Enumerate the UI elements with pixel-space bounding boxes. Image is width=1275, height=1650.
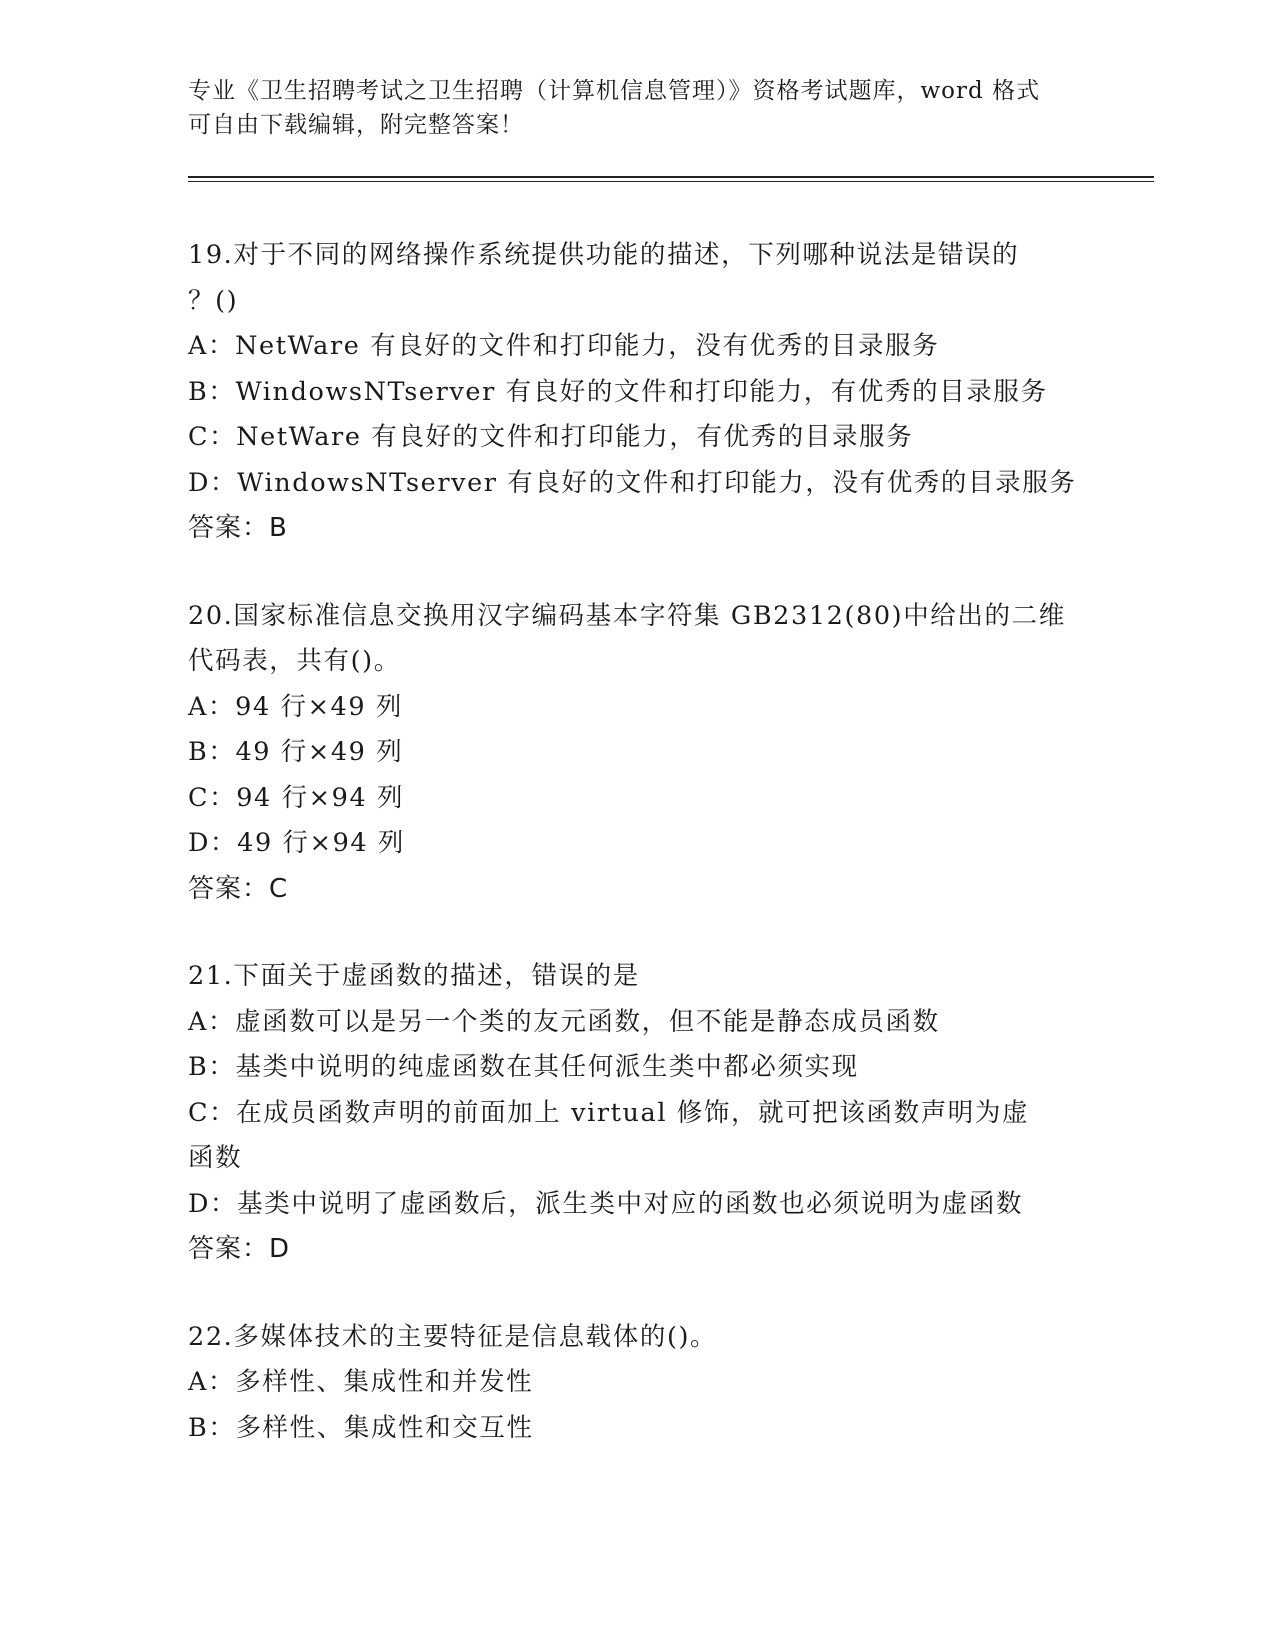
option-c-continued: 函数 bbox=[188, 1143, 243, 1173]
option-a: A：NetWare 有良好的文件和打印能力，没有优秀的目录服务 bbox=[188, 331, 940, 361]
question-20 bbox=[188, 594, 1088, 913]
answer-line: 答案：B bbox=[188, 513, 288, 543]
question-stem: 19.对于不同的网络操作系统提供功能的描述，下列哪种说法是错误的 bbox=[188, 240, 1020, 270]
option-d: D：基类中说明了虚函数后，派生类中对应的函数也必须说明为虚函数 bbox=[188, 1188, 1024, 1219]
question-21 bbox=[188, 954, 1088, 1273]
option-b: B：49 行×49 列 bbox=[188, 737, 404, 767]
option-b: B：WindowsNTserver 有良好的文件和打印能力，有优秀的目录服务 bbox=[188, 376, 1048, 407]
header-divider-thin bbox=[188, 181, 1154, 182]
document-header bbox=[188, 74, 1088, 142]
question-stem: ？() bbox=[188, 285, 239, 316]
question-stem: 22.多媒体技术的主要特征是信息载体的()。 bbox=[188, 1321, 718, 1352]
option-b: B：多样性、集成性和交互性 bbox=[188, 1412, 534, 1443]
question-19 bbox=[188, 233, 1088, 552]
option-d: D：WindowsNTserver 有良好的文件和打印能力，没有优秀的目录服务 bbox=[188, 467, 1077, 498]
answer-line: 答案：D bbox=[188, 1234, 291, 1264]
option-d: D：49 行×94 列 bbox=[188, 828, 406, 858]
option-c: C：NetWare 有良好的文件和打印能力，有优秀的目录服务 bbox=[188, 422, 914, 452]
header-divider-thick bbox=[188, 176, 1154, 178]
question-stem: 20.国家标准信息交换用汉字编码基本字符集 GB2312(80)中给出的二维 bbox=[188, 600, 1066, 631]
option-b: B：基类中说明的纯虚函数在其任何派生类中都必须实现 bbox=[188, 1052, 859, 1082]
header-title-line-2: 可自由下载编辑，附完整答案！ bbox=[188, 112, 524, 138]
question-list bbox=[188, 233, 1088, 1493]
option-c: C：在成员函数声明的前面加上 virtual 修饰，就可把该函数声明为虚 bbox=[188, 1097, 1030, 1128]
header-title-line-1: 专业《卫生招聘考试之卫生招聘（计算机信息管理）》资格考试题库，word 格式 bbox=[188, 78, 1041, 104]
option-a: A：多样性、集成性和并发性 bbox=[188, 1367, 534, 1397]
question-stem: 代码表，共有()。 bbox=[188, 646, 401, 676]
option-a: A：94 行×49 列 bbox=[188, 691, 403, 722]
answer-line: 答案：C bbox=[188, 873, 289, 904]
question-22 bbox=[188, 1315, 1088, 1452]
question-stem: 21.下面关于虚函数的描述，错误的是 bbox=[188, 961, 640, 991]
option-c: C：94 行×94 列 bbox=[188, 782, 405, 813]
option-a: A：虚函数可以是另一个类的友元函数，但不能是静态成员函数 bbox=[188, 1006, 940, 1037]
